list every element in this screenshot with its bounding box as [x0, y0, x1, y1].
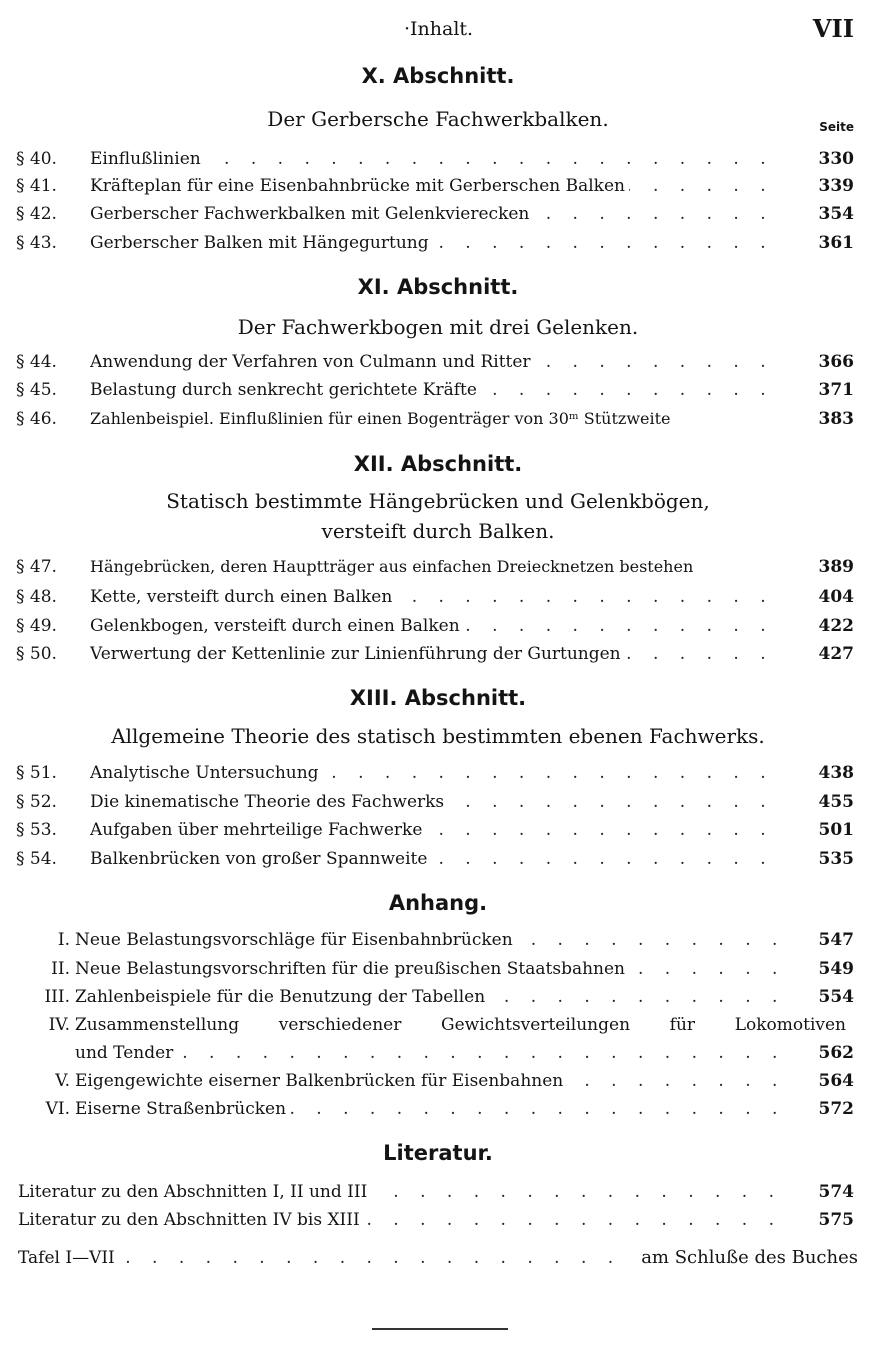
- entry-number: § 44.: [16, 352, 57, 372]
- anhang-heading: Anhang.: [388, 891, 488, 915]
- entry-title: Verwertung der Kettenlinie zur Linienführung der Gurtungen: [90, 644, 625, 664]
- entry-number: III.: [44, 987, 70, 1007]
- entry-title-wrap: [90, 405, 796, 433]
- entry-page: 404: [818, 587, 854, 607]
- toc-entry-tafel[interactable]: [0, 1244, 876, 1272]
- entry-title-wrap: [90, 145, 780, 173]
- entry-title-wrap: [75, 1067, 780, 1095]
- entry-number: § 54.: [16, 849, 57, 869]
- toc-entry-continuation[interactable]: [0, 1039, 876, 1067]
- toc-entry[interactable]: [0, 955, 876, 983]
- entry-title-line1: Zusammenstellung verschiedener Gewichtsverteilungen für Lokomotiven: [75, 1015, 846, 1035]
- entry-title: Analytische Untersuchung: [90, 763, 323, 783]
- toc-entry[interactable]: [0, 376, 876, 404]
- entry-title: Neue Belastungsvorschläge für Eisenbahnbrücken: [75, 930, 517, 950]
- toc-entry[interactable]: [0, 640, 876, 668]
- entry-title-wrap: [90, 172, 780, 200]
- entry-page: 389: [818, 557, 854, 577]
- entry-title-wrap: [90, 816, 780, 844]
- entry-title-wrap: [90, 583, 780, 611]
- entry-page: 535: [818, 849, 854, 869]
- entry-page: 574: [818, 1182, 854, 1202]
- entry-title-wrap: [75, 926, 780, 954]
- section-heading: X. Abschnitt.: [361, 64, 515, 88]
- toc-entry[interactable]: [0, 845, 876, 873]
- entry-title-wrap: [90, 759, 780, 787]
- toc-entry[interactable]: [0, 229, 876, 257]
- entry-number: § 47.: [16, 557, 57, 577]
- entry-page: 554: [818, 987, 854, 1007]
- entry-title: Gerberscher Balken mit Hängegurtung: [90, 233, 433, 253]
- entry-page: 354: [818, 204, 854, 224]
- entry-title: Hängebrücken, deren Hauptträger aus einfachen Dreiecknetzen bestehen: [90, 557, 697, 576]
- seite-label: Seite: [819, 120, 854, 134]
- entry-title-wrap: [90, 553, 806, 581]
- entry-title: Tafel I—VII: [18, 1248, 119, 1268]
- entry-title: Kräfteplan für eine Eisenbahnbrücke mit Gerberschen Balken: [90, 176, 629, 196]
- toc-entry[interactable]: [0, 200, 876, 228]
- entry-title: Neue Belastungsvorschriften für die preußischen Staatsbahnen: [75, 959, 629, 979]
- entry-page: 371: [818, 380, 854, 400]
- entry-page: 438: [818, 763, 854, 783]
- entry-title: Gelenkbogen, versteift durch einen Balken: [90, 616, 464, 636]
- entry-page: 549: [818, 959, 854, 979]
- entry-number: § 52.: [16, 792, 57, 812]
- page-header: [0, 10, 876, 50]
- toc-entry[interactable]: [0, 1178, 876, 1206]
- toc-entry[interactable]: [0, 816, 876, 844]
- entry-title: Belastung durch senkrecht gerichtete Kräfte: [90, 380, 481, 400]
- toc-entry[interactable]: [0, 1095, 876, 1123]
- entry-title-wrap: [18, 1244, 616, 1272]
- toc-entry[interactable]: [0, 1067, 876, 1095]
- entry-page: 501: [818, 820, 854, 840]
- entry-page: 383: [818, 409, 854, 429]
- entry-title: Zahlenbeispiele für die Benutzung der Tabellen: [75, 987, 489, 1007]
- entry-title-wrap: [18, 1178, 780, 1206]
- entry-title: Zahlenbeispiel. Einflußlinien für einen Bogenträger von 30ᵐ Stützweite: [90, 409, 675, 428]
- entry-page: 562: [818, 1043, 854, 1063]
- toc-entry[interactable]: [0, 405, 876, 433]
- entry-location: am Schluße des Buches: [641, 1247, 858, 1268]
- entry-number: § 40.: [16, 149, 57, 169]
- entry-number: II.: [51, 959, 70, 979]
- entry-page: 547: [818, 930, 854, 950]
- entry-title: Literatur zu den Abschnitten I, II und III: [18, 1182, 371, 1202]
- entry-title: Die kinematische Theorie des Fachwerks: [90, 792, 448, 812]
- entry-title: Einflußlinien: [90, 149, 205, 169]
- entry-title: Gerberscher Fachwerkbalken mit Gelenkvierecken: [90, 204, 533, 224]
- entry-title-wrap: [90, 200, 780, 228]
- entry-title-wrap: [75, 955, 780, 983]
- entry-number: § 45.: [16, 380, 57, 400]
- toc-entry[interactable]: [0, 348, 876, 376]
- toc-entry[interactable]: [0, 583, 876, 611]
- entry-title-wrap: [90, 348, 780, 376]
- section-subtitle: Der Gerbersche Fachwerkbalken.: [267, 107, 609, 131]
- section-heading: XII. Abschnitt.: [353, 452, 523, 476]
- toc-entry-multiline[interactable]: [0, 1011, 876, 1039]
- entry-number: VI.: [45, 1099, 70, 1119]
- entry-title: Aufgaben über mehrteilige Fachwerke: [90, 820, 426, 840]
- end-rule: [372, 1328, 508, 1330]
- toc-entry[interactable]: [0, 553, 876, 581]
- entry-title: Eiserne Straßenbrücken: [75, 1099, 290, 1119]
- toc-entry[interactable]: [0, 612, 876, 640]
- entry-title-wrap: [90, 612, 780, 640]
- entry-page: 575: [818, 1210, 854, 1230]
- entry-title-wrap: [90, 845, 780, 873]
- toc-entry[interactable]: [0, 926, 876, 954]
- entry-number: V.: [55, 1071, 70, 1091]
- entry-page: 330: [818, 149, 854, 169]
- entry-number: I.: [57, 930, 70, 950]
- entry-title-wrap: [18, 1206, 780, 1234]
- entry-number: § 41.: [16, 176, 57, 196]
- entry-number: IV.: [48, 1015, 70, 1035]
- entry-title-wrap: [90, 640, 780, 668]
- entry-title-wrap: [75, 1095, 780, 1123]
- entry-title-line2: und Tender: [75, 1043, 177, 1063]
- toc-entry[interactable]: [0, 759, 876, 787]
- entry-number: § 49.: [16, 616, 57, 636]
- running-title: ·Inhalt.: [404, 18, 474, 40]
- entry-number: § 53.: [16, 820, 57, 840]
- entry-title: Balkenbrücken von großer Spannweite: [90, 849, 431, 869]
- entry-number: § 42.: [16, 204, 57, 224]
- page-number: VII: [812, 14, 854, 43]
- entry-number: § 46.: [16, 409, 57, 429]
- entry-number: § 50.: [16, 644, 57, 664]
- entry-title-wrap: [90, 229, 780, 257]
- entry-page: 564: [818, 1071, 854, 1091]
- entry-number: § 48.: [16, 587, 57, 607]
- section-heading: XIII. Abschnitt.: [349, 686, 527, 710]
- entry-title-wrap: [90, 788, 780, 816]
- entry-page: 361: [818, 233, 854, 253]
- toc-entry[interactable]: [0, 983, 876, 1011]
- toc-entry[interactable]: [0, 1206, 876, 1234]
- section-subtitle: Allgemeine Theorie des statisch bestimmten ebenen Fachwerks.: [111, 724, 765, 748]
- entry-page: 427: [818, 644, 854, 664]
- entry-page: 339: [818, 176, 854, 196]
- entry-page: 572: [818, 1099, 854, 1119]
- toc-entry[interactable]: [0, 788, 876, 816]
- entry-title: Eigengewichte eiserner Balkenbrücken für Eisenbahnen: [75, 1071, 567, 1091]
- entry-title-wrap: [75, 1039, 780, 1067]
- entry-number: § 43.: [16, 233, 57, 253]
- entry-page: 422: [818, 616, 854, 636]
- entry-title: Anwendung der Verfahren von Culmann und Ritter: [90, 352, 535, 372]
- entry-title: Literatur zu den Abschnitten IV bis XIII: [18, 1210, 364, 1230]
- section-subtitle: Der Fachwerkbogen mit drei Gelenken.: [237, 315, 639, 339]
- entry-title-wrap: [90, 376, 780, 404]
- toc-entry[interactable]: [0, 172, 876, 200]
- section-subtitle: Statisch bestimmte Hängebrücken und Gelenkbögen, versteift durch Balken.: [166, 489, 710, 543]
- literatur-heading: Literatur.: [383, 1141, 493, 1165]
- toc-entry[interactable]: [0, 145, 876, 173]
- entry-number: § 51.: [16, 763, 57, 783]
- entry-page: 455: [818, 792, 854, 812]
- entry-title-wrap: [75, 983, 780, 1011]
- entry-title: Kette, versteift durch einen Balken: [90, 587, 396, 607]
- section-heading: XI. Abschnitt.: [357, 275, 519, 299]
- entry-page: 366: [818, 352, 854, 372]
